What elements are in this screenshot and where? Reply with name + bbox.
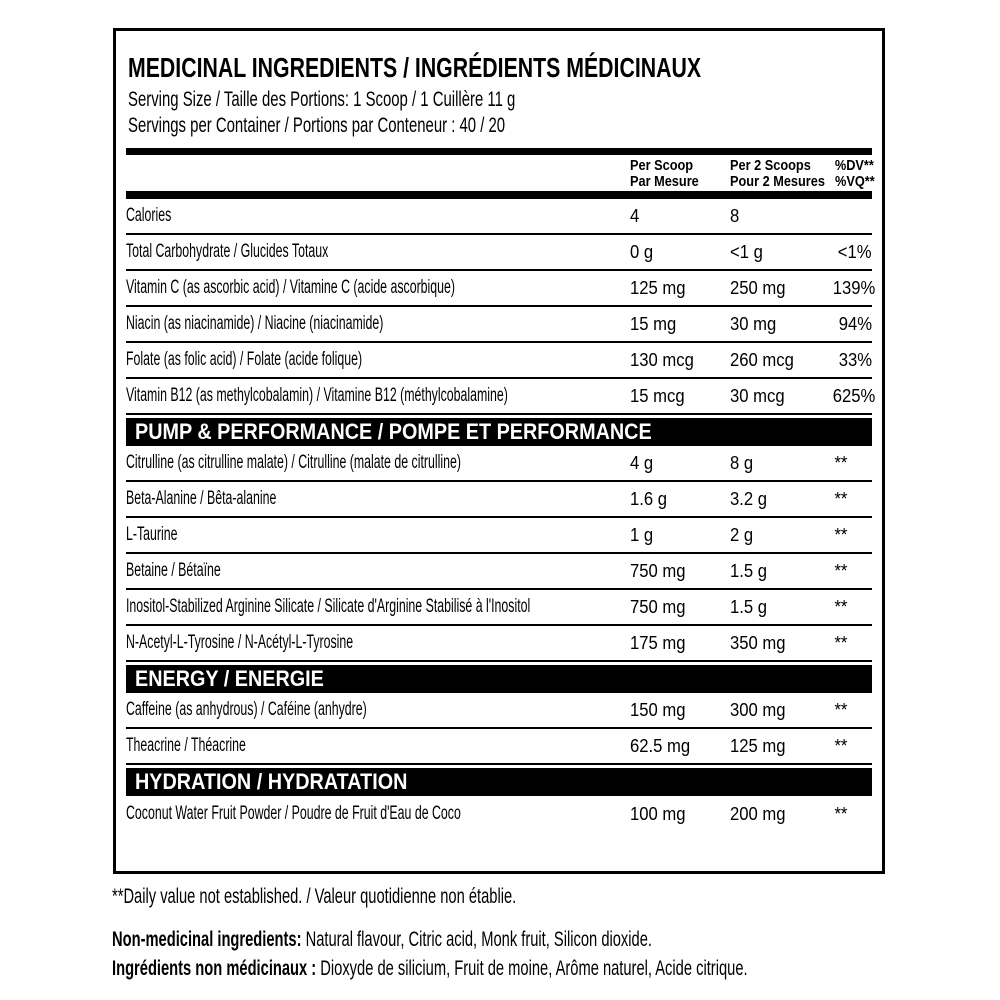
amount-per-2-scoops: 300 mg	[730, 699, 786, 720]
table-row	[126, 379, 876, 415]
per-two-scoops-cell	[730, 452, 828, 474]
ingredient-cell	[126, 488, 630, 510]
amount-per-2-scoops: 200 mg	[730, 803, 786, 824]
per-two-scoops-cell	[730, 277, 828, 299]
non-medicinal-ingredients-line-fr	[112, 956, 912, 982]
daily-value-cell	[828, 313, 872, 335]
daily-value: **	[834, 735, 847, 756]
amount-per-2-scoops: 3.2 g	[730, 488, 768, 509]
table-row	[126, 482, 872, 518]
amount-per-scoop: 1 g	[630, 524, 654, 545]
ingredient-name: Beta-Alanine / Bêta-alanine	[126, 488, 277, 509]
amount-per-scoop: 130 mcg	[630, 349, 694, 370]
non-medicinal-label-fr: Ingrédients non médicinaux :	[112, 957, 317, 980]
table-row	[126, 199, 872, 235]
amount-per-2-scoops: <1 g	[730, 241, 763, 262]
per-two-scoops-cell	[730, 632, 828, 654]
ingredient-name: Calories	[126, 205, 172, 226]
daily-value: 139%	[832, 277, 876, 298]
section-header	[126, 418, 872, 446]
table-row	[126, 796, 872, 832]
per-two-scoops-cell	[730, 385, 828, 407]
per-two-scoops-header-en: Per 2 Scoops	[730, 157, 811, 174]
per-scoop-cell	[630, 241, 730, 263]
amount-per-scoop: 750 mg	[630, 596, 686, 617]
panel-title-text: MEDICINAL INGREDIENTS / INGRÉDIENTS MÉDICINAUX	[128, 52, 702, 83]
ingredient-cell	[126, 313, 630, 335]
per-scoop-cell	[630, 452, 730, 474]
table-row	[126, 307, 872, 343]
amount-per-scoop: 0 g	[630, 241, 654, 262]
daily-value-cell	[828, 488, 872, 510]
table-row	[126, 626, 872, 662]
daily-value-column-header	[828, 157, 875, 190]
ingredient-cell	[126, 735, 630, 757]
daily-value-cell	[828, 596, 872, 618]
amount-per-scoop: 125 mg	[630, 277, 686, 298]
ingredient-name: Niacin (as niacinamide) / Niacine (niacinamide)	[126, 313, 384, 334]
ingredient-name: Vitamin C (as ascorbic acid) / Vitamine C (acide ascorbique)	[126, 277, 456, 298]
daily-value-cell	[828, 632, 872, 654]
per-two-scoops-cell	[730, 803, 828, 825]
table-row	[126, 235, 872, 271]
ingredient-cell	[126, 452, 630, 474]
serving-size-line	[128, 87, 872, 113]
table-row	[126, 590, 872, 626]
per-two-scoops-cell	[730, 205, 828, 227]
per-scoop-cell	[630, 524, 730, 546]
daily-value-footnote	[112, 884, 912, 910]
daily-value-cell	[828, 241, 872, 263]
per-two-scoops-header-fr: Pour 2 Mesures	[730, 173, 825, 190]
header-rule-top	[126, 148, 872, 155]
non-medicinal-label: Non-medicinal ingredients:	[112, 928, 302, 951]
amount-per-2-scoops: 125 mg	[730, 735, 786, 756]
ingredient-cell	[126, 385, 630, 407]
daily-value: 94%	[838, 313, 872, 334]
non-medicinal-ingredients-line	[112, 927, 912, 953]
per-scoop-cell	[630, 596, 730, 618]
amount-per-2-scoops: 8 g	[730, 452, 754, 473]
servings-per-container-text: Servings per Container / Portions par Conteneur : 40 / 20	[128, 114, 506, 137]
daily-value: 625%	[832, 385, 876, 406]
daily-value: **	[834, 699, 847, 720]
ingredient-name: Theacrine / Théacrine	[126, 735, 246, 756]
amount-per-2-scoops: 260 mcg	[730, 349, 794, 370]
ingredient-cell	[126, 596, 630, 618]
non-medicinal-text: Natural flavour, Citric acid, Monk fruit, Silicon dioxide.	[301, 928, 652, 951]
ingredient-name: Total Carbohydrate / Glucides Totaux	[126, 241, 329, 262]
per-two-scoops-cell	[730, 349, 828, 371]
per-two-scoops-cell	[730, 596, 828, 618]
ingredient-cell	[126, 277, 630, 299]
amount-per-scoop: 150 mg	[630, 699, 686, 720]
daily-value-cell	[828, 560, 872, 582]
daily-value-cell	[828, 735, 872, 757]
column-headers	[126, 155, 875, 191]
daily-value: **	[834, 524, 847, 545]
amount-per-scoop: 1.6 g	[630, 488, 668, 509]
ingredient-name: Folate (as folic acid) / Folate (acide folique)	[126, 349, 363, 370]
table-row	[126, 343, 872, 379]
amount-per-2-scoops: 350 mg	[730, 632, 786, 653]
ingredient-name: Coconut Water Fruit Powder / Poudre de Fruit d'Eau de Coco	[126, 803, 461, 824]
per-scoop-cell	[630, 560, 730, 582]
amount-per-scoop: 4 g	[630, 452, 654, 473]
daily-value-cell	[828, 349, 872, 371]
per-scoop-cell	[630, 803, 730, 825]
daily-value-cell	[828, 385, 876, 407]
daily-value-cell	[828, 452, 872, 474]
daily-value: **	[834, 452, 847, 473]
header-rule-bottom	[126, 191, 872, 199]
amount-per-2-scoops: 2 g	[730, 524, 754, 545]
ingredient-cell	[126, 524, 630, 546]
amount-per-scoop: 750 mg	[630, 560, 686, 581]
amount-per-scoop: 15 mg	[630, 313, 677, 334]
per-scoop-cell	[630, 277, 730, 299]
amount-per-scoop: 62.5 mg	[630, 735, 691, 756]
per-scoop-cell	[630, 349, 730, 371]
ingredient-name: N-Acetyl-L-Tyrosine / N-Acétyl-L-Tyrosine	[126, 632, 354, 653]
daily-value: **	[834, 803, 847, 824]
per-two-scoops-cell	[730, 735, 828, 757]
ingredient-name: Inositol-Stabilized Arginine Silicate / Silicate d'Arginine Stabilisé à l'Inositol	[126, 596, 531, 617]
ingredient-cell	[126, 241, 630, 263]
amount-per-2-scoops: 1.5 g	[730, 596, 768, 617]
table-row	[126, 518, 872, 554]
table-row	[126, 693, 872, 729]
per-scoop-cell	[630, 205, 730, 227]
daily-value-cell	[828, 207, 872, 225]
per-two-scoops-cell	[730, 699, 828, 721]
ingredient-name: L-Taurine	[126, 524, 178, 545]
ingredient-cell	[126, 349, 630, 371]
per-scoop-header-en: Per Scoop	[630, 157, 694, 174]
non-medicinal-text-fr: Dioxyde de silicium, Fruit de moine, Arôme naturel, Acide citrique.	[316, 957, 748, 980]
amount-per-2-scoops: 30 mcg	[730, 385, 785, 406]
per-two-scoops-cell	[730, 241, 828, 263]
ingredients-table	[126, 199, 876, 832]
daily-value-cell	[828, 803, 872, 825]
per-two-scoops-cell	[730, 488, 828, 510]
table-row	[126, 271, 876, 307]
servings-per-container-line	[128, 113, 872, 139]
per-scoop-cell	[630, 699, 730, 721]
amount-per-2-scoops: 1.5 g	[730, 560, 768, 581]
per-two-scoops-column-header	[730, 158, 828, 190]
daily-value: **	[834, 596, 847, 617]
table-row	[126, 554, 872, 590]
ingredient-cell	[126, 632, 630, 654]
amount-per-2-scoops: 8	[730, 205, 740, 226]
serving-size-text: Serving Size / Taille des Portions: 1 Scoop / 1 Cuillère 11 g	[128, 88, 516, 111]
section-header	[126, 665, 872, 693]
per-scoop-cell	[630, 385, 730, 407]
daily-value-footnote-text: **Daily value not established. / Valeur quotidienne non établie.	[112, 885, 517, 908]
ingredient-name: Citrulline (as citrulline malate) / Citrulline (malate de citrulline)	[126, 452, 461, 473]
section-title: PUMP & PERFORMANCE / POMPE ET PERFORMANCE	[135, 419, 652, 444]
amount-per-2-scoops: 30 mg	[730, 313, 777, 334]
amount-per-scoop: 4	[630, 205, 640, 226]
ingredient-name: Vitamin B12 (as methylcobalamin) / Vitamine B12 (méthylcobalamine)	[126, 385, 508, 406]
per-scoop-cell	[630, 313, 730, 335]
ingredient-name: Caffeine (as anhydrous) / Caféine (anhydre)	[126, 699, 367, 720]
daily-value: 33%	[838, 349, 872, 370]
table-row	[126, 446, 872, 482]
per-scoop-header-fr: Par Mesure	[630, 173, 699, 190]
amount-per-scoop: 100 mg	[630, 803, 686, 824]
ingredient-cell	[126, 205, 630, 227]
per-scoop-column-header	[630, 158, 730, 190]
daily-value-header-fr: %VQ**	[835, 173, 875, 190]
ingredient-cell	[126, 560, 630, 582]
per-scoop-cell	[630, 488, 730, 510]
daily-value-cell	[828, 277, 876, 299]
amount-per-scoop: 15 mcg	[630, 385, 685, 406]
daily-value: **	[834, 632, 847, 653]
daily-value: **	[834, 488, 847, 509]
panel-title	[128, 53, 872, 83]
per-two-scoops-cell	[730, 313, 828, 335]
medicinal-ingredients-panel	[113, 28, 885, 874]
daily-value-header-en: %DV**	[834, 157, 874, 174]
per-two-scoops-cell	[730, 524, 828, 546]
per-scoop-cell	[630, 632, 730, 654]
per-two-scoops-cell	[730, 560, 828, 582]
table-row	[126, 729, 872, 765]
amount-per-scoop: 175 mg	[630, 632, 686, 653]
amount-per-2-scoops: 250 mg	[730, 277, 786, 298]
section-header	[126, 768, 872, 796]
section-title: HYDRATION / HYDRATATION	[135, 769, 408, 794]
ingredient-name: Betaine / Bétaïne	[126, 560, 221, 581]
daily-value: **	[834, 560, 847, 581]
daily-value-cell	[828, 524, 872, 546]
ingredient-cell	[126, 699, 630, 721]
per-scoop-cell	[630, 735, 730, 757]
daily-value: <1%	[838, 241, 872, 262]
section-title: ENERGY / ENERGIE	[135, 666, 324, 691]
ingredient-cell	[126, 803, 630, 825]
footnotes	[112, 884, 912, 982]
daily-value-cell	[828, 699, 872, 721]
